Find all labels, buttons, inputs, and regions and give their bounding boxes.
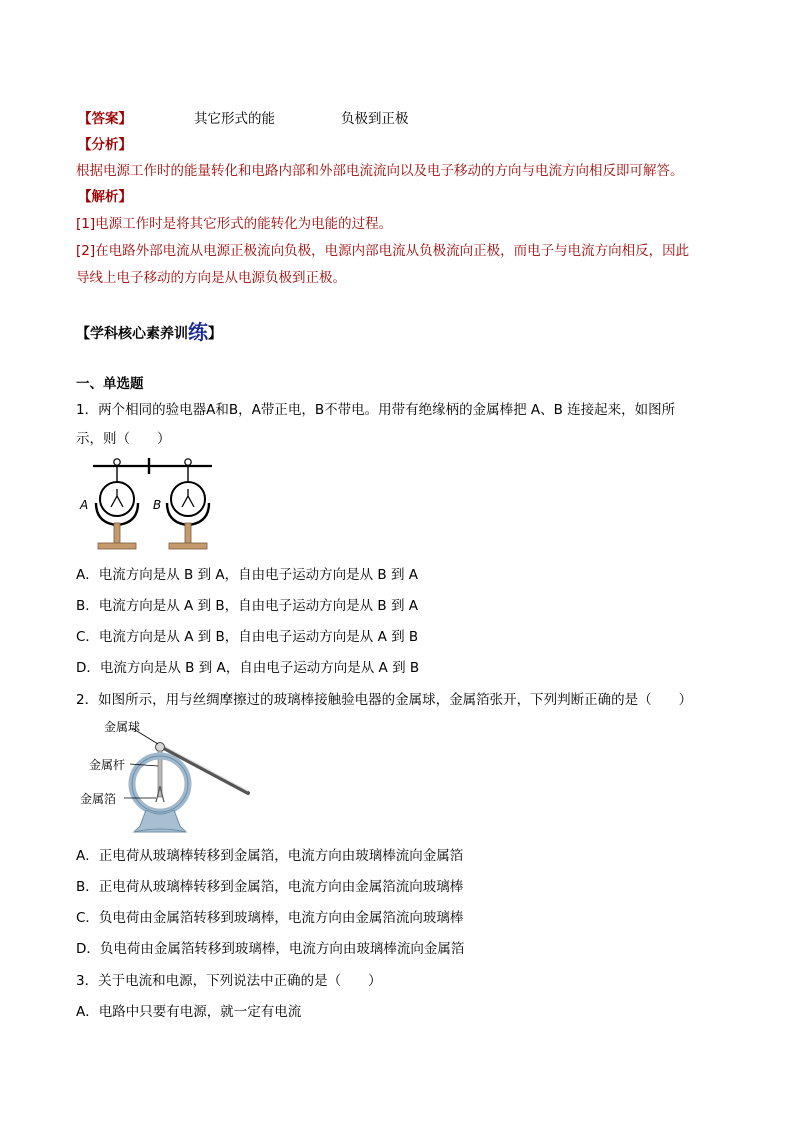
answer-blank-2: 负极到正极 <box>341 111 409 127</box>
q1-figure-electroscopes <box>78 455 228 557</box>
q1-stem-line: 1．两个相同的验电器A和B，A带正电，B不带电。用带有绝缘柄的金属棒把 A、B 连接起来，如图所 <box>76 402 676 418</box>
answer-row <box>78 109 132 129</box>
explanation-tag: 【解析】 <box>78 189 132 205</box>
q1-figure-label-a: A <box>80 498 89 512</box>
subsection-title: 一、单选题 <box>76 376 144 392</box>
explanation-line: [1]电源工作时是将其它形式的能转化为电能的过程。 <box>76 216 393 232</box>
analysis-text: 根据电源工作时的能量转化和电路内部和外部电流流向以及电子移动的方向与电流方向相反即可解答。 <box>76 163 684 179</box>
q1-option-b: B．电流方向是从 A 到 B，自由电子运动方向是从 B 到 A <box>76 598 419 614</box>
q2-label-metal-rod: 金属杆 <box>89 758 126 772</box>
q2-figure-electroscope <box>76 714 256 839</box>
explanation-line: 导线上电子移动的方向是从电源负极到正极。 <box>76 270 346 286</box>
analysis-tag: 【分析】 <box>78 137 132 153</box>
section-title <box>76 322 222 344</box>
answer-blank-1: 其它形式的能 <box>194 111 275 127</box>
q2-option-d: D．负电荷由金属箔转移到玻璃棒，电流方向由玻璃棒流向金属箔 <box>76 941 465 957</box>
q1-option-a: A．电流方向是从 B 到 A，自由电子运动方向是从 B 到 A <box>76 567 418 583</box>
q2-option-b: B．正电荷从玻璃棒转移到金属箔，电流方向由金属箔流向玻璃棒 <box>76 879 464 895</box>
section-title-big-char: 练 <box>188 320 208 344</box>
q2-option-c: C．负电荷由金属箔转移到玻璃棒，电流方向由金属箔流向玻璃棒 <box>76 910 464 926</box>
q2-label-metal-ball: 金属球 <box>104 720 141 734</box>
q1-option-d: D．电流方向是从 B 到 A，自由电子运动方向是从 A 到 B <box>76 660 420 676</box>
explanation-line: [2]在电路外部电流从电源正极流向负极，电源内部电流从负极流向正极，而电子与电流方向相反，因此 <box>76 243 690 259</box>
answer-tag: 【答案】 <box>78 111 132 127</box>
q3-option-a: A．电路中只要有电源，就一定有电流 <box>76 1004 302 1020</box>
q2-stem: 2．如图所示，用与丝绸摩擦过的玻璃棒接触验电器的金属球，金属箔张开，下列判断正确的是（ ） <box>76 692 693 708</box>
section-title-end: 】 <box>208 326 222 342</box>
q1-option-c: C．电流方向是从 A 到 B，自由电子运动方向是从 A 到 B <box>76 629 419 645</box>
section-title-main: 【学科核心素养训 <box>76 326 188 342</box>
q2-label-metal-foil: 金属箔 <box>80 792 117 806</box>
q2-option-a: A．正电荷从玻璃棒转移到金属箔，电流方向由玻璃棒流向金属箔 <box>76 848 464 864</box>
q1-stem-line: 示，则（ ） <box>76 431 171 447</box>
q1-figure-label-b: B <box>153 498 162 512</box>
q3-stem: 3．关于电流和电源，下列说法中正确的是（ ） <box>76 973 382 989</box>
